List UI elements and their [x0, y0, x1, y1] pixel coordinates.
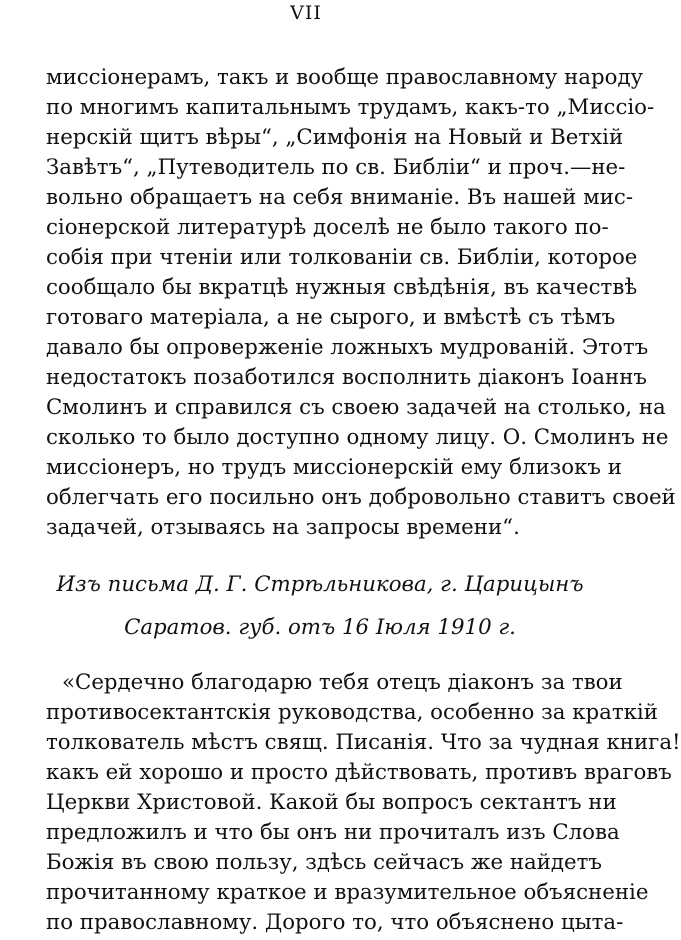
text-line: Завѣтъ“, „Путеводитель по св. Библіи“ и проч.—не-	[46, 155, 626, 180]
text-line: какъ ей хорошо и просто дѣйствовать, противъ враговъ	[46, 760, 672, 785]
text-line: предложилъ и что бы онъ ни прочиталъ изъ Слова	[46, 820, 620, 845]
text-line: собія при чтеніи или толкованіи св. Библіи, которое	[46, 245, 638, 270]
text-line: по многимъ капитальнымъ трудамъ, какъ-то „Миссіо-	[46, 95, 655, 120]
letter-heading-line-1	[0, 570, 612, 600]
text-line: прочитанному краткое и вразумительное объясненіе	[46, 880, 649, 905]
letter-source: Изъ письма Д. Г. Стрѣльникова, г. Царицынъ	[56, 572, 584, 597]
text-line: миссіонеръ, но трудъ миссіонерскій ему близокъ и	[46, 455, 622, 480]
text-line: задачей, отзываясь на запросы времени“.	[46, 515, 520, 540]
text-line: сіонерской литературѣ доселѣ не было такого по-	[46, 215, 609, 240]
text-line: облегчать его посильно онъ добровольно ставитъ своей	[46, 485, 676, 510]
text-line: Божія въ свою пользу, здѣсь сейчасъ же найдетъ	[46, 850, 602, 875]
text-line: вольно обращаетъ на себя вниманіе. Въ нашей мис-	[46, 185, 634, 210]
text-line: недостатокъ позаботился восполнить діаконъ Іоаннъ	[46, 365, 647, 390]
text-line: по православному. Дорого то, что объяснено цыта-	[46, 910, 624, 935]
letter-date: Саратов. губ. отъ 16 Іюля 1910 г.	[124, 615, 516, 640]
page-number: VII	[290, 2, 322, 24]
text-line: Церкви Христовой. Какой бы вопросъ сектантъ ни	[46, 790, 617, 815]
text-line: готоваго матеріала, а не сырого, и вмѣстѣ съ тѣмъ	[46, 305, 616, 330]
text-line: противосектантскія руководства, особенно за краткій	[46, 700, 658, 725]
text-line: нерскій щитъ вѣры“, „Симфонія на Новый и Ветхій	[46, 125, 624, 150]
text-line: сообщало бы вкратцѣ нужныя свѣдѣнія, въ качествѣ	[46, 275, 638, 300]
letter-heading-line-2	[0, 613, 612, 643]
text-line: Смолинъ и справился съ своею задачей на столько, на	[46, 395, 666, 420]
text-line: миссіонерамъ, такъ и вообще православному народу	[46, 65, 644, 90]
text-line: «Сердечно благодарю тебя отецъ діаконъ за твои	[62, 670, 623, 695]
text-line: сколько то было доступно одному лицу. О. Смолинъ не	[46, 425, 669, 450]
text-line: давало бы опроверженіе ложныхъ мудрованій. Этотъ	[46, 335, 649, 360]
text-line: толкователь мѣстъ свящ. Писанія. Что за чудная книга!	[46, 730, 681, 755]
